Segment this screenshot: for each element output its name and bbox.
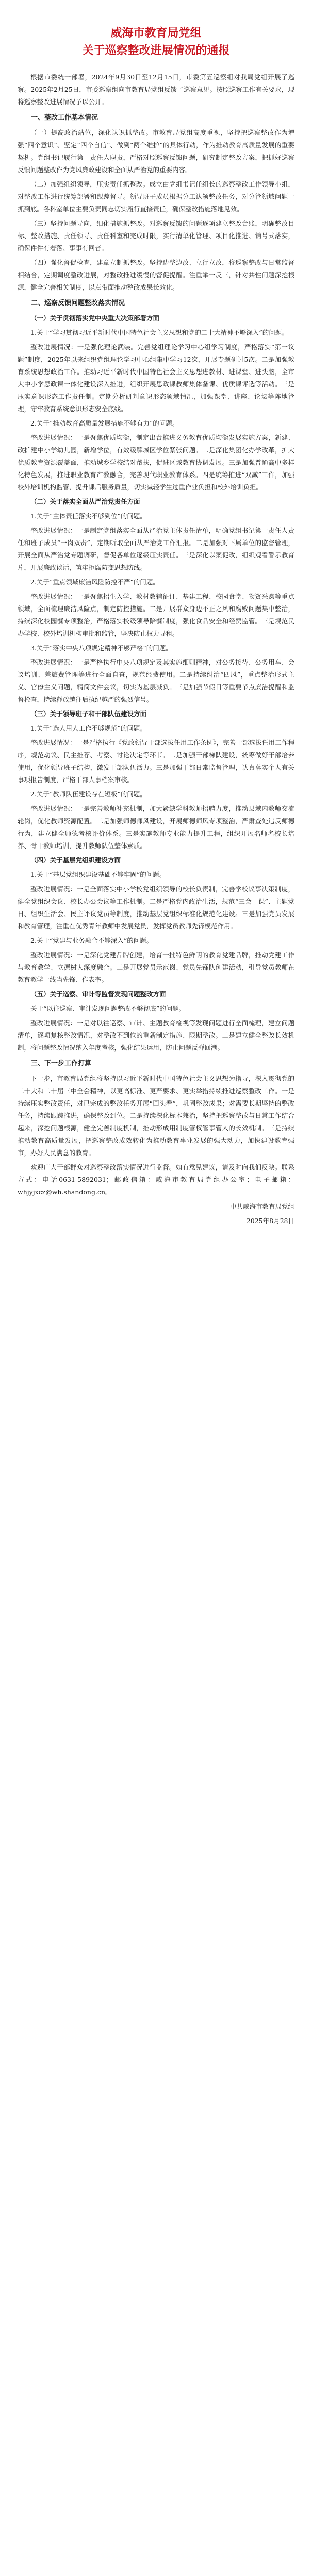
- subsection-heading: （一）关于贯彻落实党中央重大决策部署方面: [30, 314, 160, 322]
- body-paragraph: 1.关于“选人用人工作不够规范”的问题。: [30, 724, 146, 732]
- section-heading: 三、下一步工作打算: [31, 1060, 92, 1067]
- body-paragraph: 整改进展情况：一是严格执行《党政领导干部选拔任用工作条例》，完善干部选拔任用工作程序，规范动议、民主推荐、考察、讨论决定等环节。二是加强干部梯队建设，统筹做好干部培养使用，优化领导班子结构，激发干部队伍活力。三是加强干部日常监督管理，认真落实个人有关事项报告制度，严格干部人事档案审核。: [18, 739, 294, 784]
- body-paragraph: 关于“以往巡察、审计发现问题整改不够彻底”的问题。: [30, 1005, 186, 1012]
- section-heading: 二、巡察反馈问题整改落实情况: [31, 299, 125, 307]
- body-paragraph: 整改进展情况：一是聚焦招生入学、教材教辅征订、基建工程、校园食堂、物资采购等重点领域，全面梳理廉洁风险点，制定防控措施。二是开展群众身边不正之风和腐败问题集中整治，持续深化校园餐专项整治，严格落实校级领导陪餐制度，强化食品安全和经费监管。三是规范民办学校、校外培训机构审批和监管，坚决防止权力寻租。: [18, 592, 294, 637]
- signature-date: 2025年8月28日: [246, 1217, 294, 1225]
- document-body: [18, 111, 294, 1198]
- subsection-heading: （三）关于领导班子和干部队伍建设方面: [30, 710, 147, 718]
- body-paragraph: 整改进展情况：一是全面落实中小学校党组织领导的校长负责制，完善学校议事决策制度，健全党组织会议、校长办公会议等工作机制。二是严格党内政治生活，规范“三会一课”、主题党日、组织生活会、民主评议党员等制度，推动基层党组织标准化规范化建设。三是加强党员发展和教育管理，注重在优秀青年教师中发展党员，发挥党员教师先锋模范作用。: [18, 885, 294, 930]
- document-title-block: [18, 25, 294, 60]
- body-paragraph: 整改进展情况：一是制定党组落实全面从严治党主体责任清单，明确党组书记第一责任人责任和班子成员“一岗双责”，定期听取全面从严治党工作汇报。二是加强对下属单位的监督管理，开展全面从严治党专题调研，督促各单位逐级压实责任。三是深化以案促改，组织观看警示教育片，开展廉政谈话，筑牢拒腐防变思想防线。: [18, 527, 294, 571]
- section-heading: 一、整改工作基本情况: [31, 114, 98, 122]
- body-paragraph: 整改进展情况：一是聚焦优质均衡，制定出台推进义务教育优质均衡发展实施方案，新建、改扩建中小学幼儿园，新增学位，有效缓解城区学位紧张问题。二是深化集团化办学改革，扩大优质教育资源覆盖面，推动城乡学校结对帮扶，促进区域教育协调发展。三是加强普通高中多样化特色发展，推进职业教育产教融合，完善现代职业教育体系。四是统筹推进“双减”工作，加强校外培训机构监管，提升课后服务质量，切实减轻学生过重作业负担和校外培训负担。: [18, 434, 294, 491]
- subsection-heading: （二）关于落实全面从严治党责任方面: [30, 498, 140, 505]
- body-paragraph: 2.关于“推动教育高质量发展措施不够有力”的问题。: [30, 419, 179, 427]
- document-title-line1: 威海市教育局党组: [110, 27, 202, 40]
- body-paragraph: 1.关于“学习贯彻习近平新时代中国特色社会主义思想和党的二十大精神不够深入”的问题。: [30, 329, 288, 336]
- body-paragraph: 整改进展情况：一是严格执行中央八项规定及其实施细则精神，对公务接待、公务用车、会议培训、差旅费管理等进行全面自查，规范经费使用。二是持续纠治“四风”，重点整治形式主义、官僚主义问题，精简文件会议，切实为基层减负。三是加强节假日等重要节点廉洁提醒和监督检查，持续释放越往后执纪越严的强烈信号。: [18, 658, 294, 703]
- subsection-heading: （四）关于基层党组织建设方面: [30, 856, 121, 864]
- body-paragraph: （一）提高政治站位，深化认识抓整改。市教育局党组高度重视，坚持把巡察整改作为增强“四个意识”、坚定“四个自信”、做到“两个维护”的具体行动，作为推动教育高质量发展的重要契机。党组书记履行第一责任人职责，严格对照巡察反馈问题，研究制定整改方案，把抓好巡察反馈问题整改作为党风廉政建设和全面从严治党的重要内容。: [18, 129, 294, 174]
- signature-org: 中共威海市教育局党组: [229, 1202, 294, 1210]
- body-paragraph: 整改进展情况：一是深化党建品牌创建，培育一批特色鲜明的教育党建品牌，推动党建工作与教育教学、立德树人深度融合。二是开展党员示范岗、党员先锋队创建活动，引导党员教师在教育教学一线当先锋、作表率。: [18, 951, 294, 984]
- body-paragraph: 欢迎广大干部群众对巡察整改落实情况进行监督。如有意见建议，请及时向我们反映。联系方式：电话0631-5892031；邮政信箱：威海市教育局党组办公室；电子邮箱：whjyjxcz@wh.shandong.cn。: [18, 1163, 294, 1196]
- body-paragraph: 整改进展情况：一是强化理论武装。完善党组理论学习中心组学习制度，严格落实“第一议题”制度，2025年以来组织党组理论学习中心组集中学习12次，开展专题研讨5次。二是加强教育系统思想政治工作。推动习近平新时代中国特色社会主义思想进教材、进课堂、进头脑，全市大中小学思政课一体化建设深入推进，组织开展思政课教师集体备课、优质课评选等活动。三是压实意识形态工作责任制。定期分析研判意识形态领域情况，加强课堂、讲座、论坛等阵地管理，守牢教育系统意识形态安全底线。: [18, 343, 294, 413]
- body-paragraph: 1.关于“基层党组织建设基础不够牢固”的问题。: [30, 871, 166, 878]
- body-paragraph: 整改进展情况：一是完善教师补充机制，加大紧缺学科教师招聘力度，推动县域内教师交流轮岗，优化教师资源配置。二是加强师德师风建设，开展师德师风专项整治，严肃查处违反师德行为，建立健全师德考核评价体系。三是实施教师专业能力提升工程，组织开展名师名校长培养、骨干教师培训，提升教师队伍整体素质。: [18, 805, 294, 850]
- body-paragraph: 2.关于“教师队伍建设存在短板”的问题。: [30, 790, 146, 798]
- body-paragraph: 2.关于“重点领域廉洁风险防控不严”的问题。: [30, 578, 159, 586]
- document-title-line2: 关于巡察整改进展情况的通报: [82, 44, 230, 57]
- body-paragraph: （四）强化督促检查，建章立制抓整改。坚持边整边改、立行立改，将巡察整改与日常监督相结合，定期调度整改进展，对整改推进缓慢的督促提醒。注重举一反三，针对共性问题深挖根源，健全完善相关制度，以点带面推动整改成果长效化。: [18, 259, 294, 291]
- body-paragraph: 下一步，市教育局党组将坚持以习近平新时代中国特色社会主义思想为指导，深入贯彻党的二十大和二十届三中全会精神，以更高标准、更严要求、更实举措持续推进巡察整改工作。一是持续压实整改责任，对已完成的整改任务开展“回头看”，巩固整改成果；对需要长期坚持的整改任务，持续跟踪推进，确保整改到位。二是持续深化标本兼治，坚持把巡察整改与日常工作结合起来，深挖问题根源，健全完善制度机制，推动形成用制度管权管事管人的长效机制。三是持续推动教育高质量发展，把巡察整改成效转化为推动教育事业发展的强大动力，加快建设教育强市，办好人民满意的教育。: [18, 1075, 294, 1157]
- subsection-heading: （五）关于巡察、审计等监督发现问题整改方面: [30, 990, 166, 998]
- intro-paragraph: 根据市委统一部署，2024年9月30日至12月15日，市委第五巡察组对我局党组开展了巡察。2025年2月25日，市委巡察组向市教育局党组反馈了巡察意见。按照巡察工作有关要求，现将巡察整改进展情况予以公开。: [18, 73, 294, 106]
- body-paragraph: 2.关于“党建与业务融合不够深入”的问题。: [30, 937, 153, 944]
- body-paragraph: 3.关于“落实中央八项规定精神不够严格”的问题。: [30, 644, 172, 652]
- body-paragraph: 整改进展情况：一是对以往巡察、审计、主题教育检视等发现问题进行全面梳理，建立问题清单，逐项复核整改情况，对整改不到位的重新制定措施、限期整改。二是建立健全整改长效机制，将问题整改情况纳入年度考核，强化结果运用，防止问题反弹回潮。: [18, 1019, 294, 1052]
- body-paragraph: （三）坚持问题导向，细化措施抓整改。对巡察反馈的问题逐项建立整改台账，明确整改目标、整改措施、责任领导、责任科室和完成时限，实行清单化管理、项目化推进、销号式落实，确保件件有着落、事事有回音。: [18, 219, 294, 252]
- body-paragraph: 1.关于“主体责任落实不够到位”的问题。: [30, 512, 146, 520]
- body-paragraph: （二）加强组织领导，压实责任抓整改。成立由党组书记任组长的巡察整改工作领导小组，对整改工作进行统筹部署和跟踪督导。领导班子成员根据分工认领整改任务，对分管领域问题一抓到底。各科室单位主要负责同志切实履行直接责任，确保整改措施落地见效。: [18, 180, 294, 213]
